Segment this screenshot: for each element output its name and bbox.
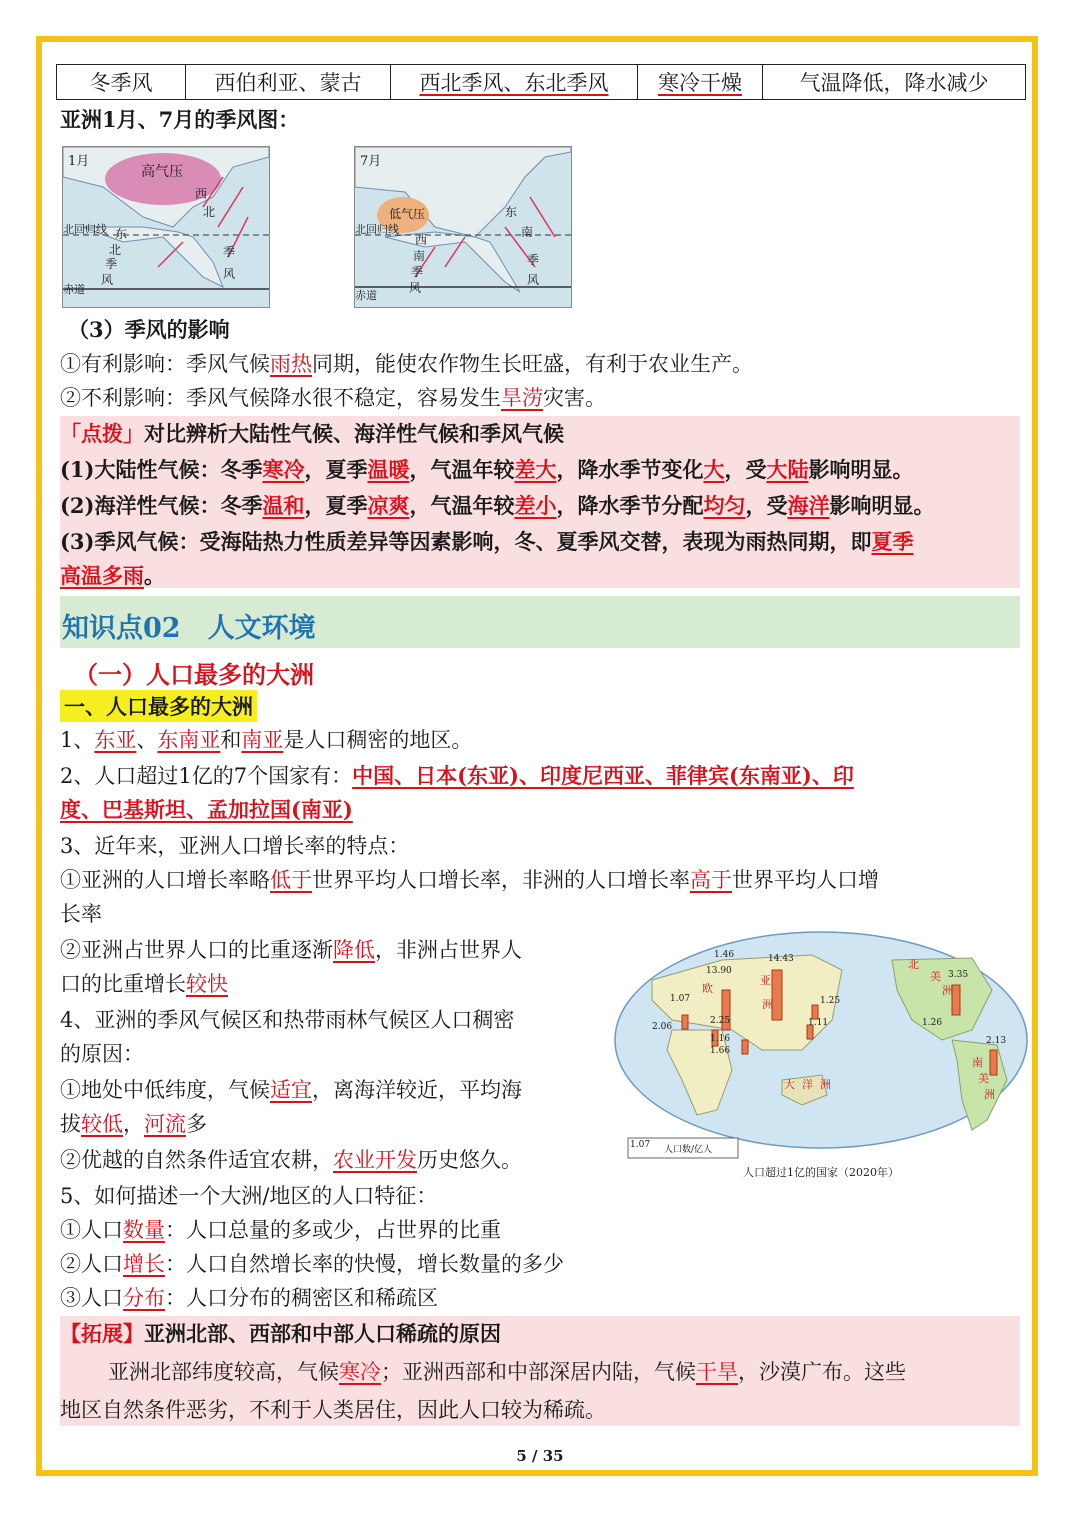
expand-tag: 【拓展】 <box>60 1321 144 1346</box>
keyword: 温和 <box>262 493 305 518</box>
point-3-1-cont: 长率 <box>60 902 102 926</box>
keyword: 降低 <box>333 938 375 962</box>
table-row <box>57 65 1026 100</box>
tip-heading <box>60 420 564 448</box>
text: ，夏季 <box>304 457 368 482</box>
text: 多 <box>186 1112 207 1136</box>
text: ，夏季 <box>304 493 368 518</box>
map-caption: 人口超过1亿的国家（2020年） <box>743 1166 899 1179</box>
map-value: 2.13 <box>986 1036 1007 1046</box>
wind-char: 南 <box>413 249 426 263</box>
point-4-1-cont <box>60 1110 207 1138</box>
keyword: 差小 <box>514 493 557 518</box>
text: ②人口 <box>60 1252 123 1276</box>
map-label: 洋 <box>802 1078 813 1091</box>
text: ，降水季节分配 <box>556 493 704 518</box>
keyword: 高于 <box>690 868 732 892</box>
map-value: 1.07 <box>670 994 691 1004</box>
expand-title: 亚洲北部、西部和中部人口稀疏的原因 <box>144 1321 501 1346</box>
map-label: 大 <box>784 1078 795 1091</box>
text: ②亚洲占世界人口的比重逐渐 <box>60 938 333 962</box>
point-4-1 <box>60 1076 522 1104</box>
keyword: 温暖 <box>367 457 410 482</box>
text: 2、人口超过1亿的7个国家有： <box>60 764 353 788</box>
tropic-label: 北回归线 <box>355 223 399 236</box>
map-july <box>354 146 572 308</box>
map-value: 1.16 <box>710 1034 731 1044</box>
wind-char: 南 <box>521 225 534 239</box>
map-january <box>62 146 270 308</box>
text: 影响明显。 <box>829 493 935 518</box>
point-4-2 <box>60 1146 522 1174</box>
keyword: 大 <box>703 457 725 482</box>
wind-char: 西 <box>415 233 428 247</box>
text: 历史悠久。 <box>417 1148 522 1172</box>
point-3-2-cont <box>60 970 228 998</box>
text: 、 <box>136 728 158 752</box>
text: 世界平均人口增长率，非洲的人口增长率 <box>312 868 690 892</box>
equator-label: 赤道 <box>355 289 377 302</box>
keyword: 干旱 <box>696 1360 738 1384</box>
map-label: 洲 <box>984 1088 995 1101</box>
map-label: 美 <box>978 1072 989 1085</box>
point-2-cont <box>60 796 353 824</box>
keyword: 均匀 <box>703 493 746 518</box>
map-label: 洲 <box>762 998 773 1011</box>
wind-char: 季 <box>527 253 540 267</box>
point-4-cont: 的原因： <box>60 1042 144 1066</box>
wind-char: 风 <box>223 267 236 281</box>
wind-char: 北 <box>203 205 216 219</box>
text: ，受 <box>745 493 788 518</box>
map-value: 14.43 <box>768 954 794 964</box>
wind-char: 西 <box>195 187 208 201</box>
map-label: 南 <box>972 1056 983 1069</box>
keyword: 高温多雨 <box>60 563 144 588</box>
map-value: 2.25 <box>710 1016 731 1026</box>
impact-bad <box>60 384 606 412</box>
table-cell-text: 西北季风、东北季风 <box>419 71 609 95</box>
text: ，气温年较 <box>409 457 515 482</box>
keyword: 雨热 <box>270 352 312 376</box>
text: ②优越的自然条件适宜农耕， <box>60 1148 333 1172</box>
keyword: 南亚 <box>241 728 284 752</box>
text: 亚洲北部纬度较高，气候 <box>108 1360 339 1384</box>
monsoon-map-caption: 亚洲1月、7月的季风图： <box>60 107 300 132</box>
keyword: 分布 <box>123 1286 165 1310</box>
keyword: 适宜 <box>270 1078 312 1102</box>
text: (1)大陆性气候：冬季 <box>60 457 263 482</box>
world-population-map <box>612 930 1030 1180</box>
text: ，气温年较 <box>409 493 515 518</box>
impact-good <box>60 350 753 378</box>
expand-line-2: 地区自然条件恶劣，不利于人类居住，因此人口较为稀疏。 <box>60 1398 606 1422</box>
point-5-3 <box>60 1284 438 1312</box>
point-3-2 <box>60 936 522 964</box>
impact-heading: （3）季风的影响 <box>68 317 230 342</box>
text: ①有利影响：季风气候 <box>60 352 270 376</box>
text: ；亚洲西部和中部深居内陆，气候 <box>381 1360 696 1384</box>
wind-char: 风 <box>409 281 422 295</box>
text: ，非洲占世界人 <box>375 938 522 962</box>
table-cell <box>638 65 763 100</box>
tip-line-3 <box>60 528 913 556</box>
wind-char: 风 <box>527 273 540 287</box>
wind-char: 东 <box>505 205 518 219</box>
map-month-label: 7月 <box>360 154 382 169</box>
text: 和 <box>220 728 242 752</box>
keyword: 寒冷 <box>339 1360 381 1384</box>
map-label: 洲 <box>942 984 953 997</box>
text: ：人口总量的多或少，占世界的比重 <box>165 1218 501 1242</box>
tip-line-2 <box>60 492 934 520</box>
tip-line-4 <box>60 562 165 590</box>
point-5-1 <box>60 1216 501 1244</box>
text: ①地处中低纬度，气候 <box>60 1078 270 1102</box>
text: 世界平均人口增 <box>732 868 879 892</box>
keyword: 数量 <box>123 1218 165 1242</box>
point-3-1 <box>60 866 879 894</box>
wind-char: 东 <box>115 227 128 241</box>
map-value: 1.25 <box>820 996 841 1006</box>
text: 拔 <box>60 1112 81 1136</box>
table-cell: 西伯利亚、蒙古 <box>186 65 391 100</box>
table-cell <box>391 65 638 100</box>
table-cell: 冬季风 <box>57 65 186 100</box>
expand-line-1 <box>108 1358 906 1386</box>
text: 同期，能使农作物生长旺盛，有利于农业生产。 <box>312 352 753 376</box>
equator-label: 赤道 <box>63 283 85 296</box>
text: (2)海洋性气候：冬季 <box>60 493 263 518</box>
text: ，沙漠广布。这些 <box>738 1360 906 1384</box>
page-number: 5 / 35 <box>516 1447 564 1465</box>
wind-char: 季 <box>105 257 118 271</box>
keyword: 河流 <box>144 1112 186 1136</box>
keyword: 旱涝 <box>501 386 543 410</box>
table-cell: 气温降低，降水减少 <box>763 65 1026 100</box>
text: 口的比重增长 <box>60 972 186 996</box>
knowledge-point-title: 知识点02 人文环境 <box>62 613 316 644</box>
tip-line-1 <box>60 456 913 484</box>
text: (3)季风气候：受海陆热力性质差异等因素影响，冬、夏季风交替，表现为雨热同期，即 <box>60 529 872 554</box>
keyword: 差大 <box>514 457 557 482</box>
text: 1、 <box>60 728 95 752</box>
keyword: 中国、日本(东亚)、印度尼西亚、菲律宾(东南亚)、印 <box>352 763 854 788</box>
wind-char: 北 <box>109 243 122 257</box>
pressure-label: 高气压 <box>141 164 183 180</box>
text: ：人口自然增长率的快慢，增长数量的多少 <box>165 1252 564 1276</box>
keyword: 农业开发 <box>333 1148 417 1172</box>
map-label: 北 <box>908 958 919 971</box>
text: 。 <box>144 563 165 588</box>
world-map-graphic <box>612 930 1030 1162</box>
keyword: 凉爽 <box>367 493 410 518</box>
map-label: 美 <box>930 970 941 983</box>
point-1 <box>60 726 472 754</box>
text: ，降水季节变化 <box>556 457 704 482</box>
section-heading: （一）人口最多的大洲 <box>74 660 314 689</box>
text: ①人口 <box>60 1218 123 1242</box>
keyword: 东亚 <box>94 728 137 752</box>
wind-char: 季 <box>411 265 424 279</box>
point-4: 4、亚洲的季风气候区和热带雨林气候区人口稠密 <box>60 1008 515 1032</box>
point-3: 3、近年来，亚洲人口增长率的特点： <box>60 834 410 858</box>
map-label: 亚 <box>760 974 771 987</box>
legend-label: 人口数/亿人 <box>664 1145 713 1155</box>
map-value: 1.66 <box>710 1046 731 1056</box>
map-label: 欧 <box>702 982 713 995</box>
keyword: 夏季 <box>871 529 914 554</box>
map-value: 3.35 <box>948 970 969 980</box>
map-value: 1.26 <box>922 1018 943 1028</box>
map-label: 洲 <box>820 1078 831 1091</box>
tip-tag: 「点拨」 <box>60 421 144 446</box>
pressure-label: 低气压 <box>389 207 426 221</box>
tip-title: 对比辨析大陆性气候、海洋性气候和季风气候 <box>144 421 564 446</box>
point-5: 5、如何描述一个大洲/地区的人口特征： <box>60 1184 438 1208</box>
map-value: 1.11 <box>808 1018 829 1028</box>
point-5-2 <box>60 1250 564 1278</box>
keyword: 寒冷 <box>262 457 305 482</box>
tropic-label: 北回归线 <box>63 223 107 236</box>
legend-value: 1.07 <box>630 1140 651 1150</box>
text: ②不利影响：季风气候降水很不稳定，容易发生 <box>60 386 501 410</box>
text: 灾害。 <box>543 386 606 410</box>
keyword: 低于 <box>270 868 312 892</box>
wind-char: 风 <box>101 273 114 287</box>
map-value: 13.90 <box>706 966 732 976</box>
text: 是人口稠密的地区。 <box>283 728 473 752</box>
keyword: 较快 <box>186 972 228 996</box>
monsoon-table <box>56 64 1026 100</box>
keyword: 东南亚 <box>157 728 221 752</box>
expand-heading <box>60 1320 501 1348</box>
wind-char: 季 <box>223 245 236 259</box>
map-value: 1.46 <box>714 950 735 960</box>
text: 影响明显。 <box>808 457 914 482</box>
text: ，受 <box>724 457 767 482</box>
map-month-label: 1月 <box>68 154 90 169</box>
text: ①亚洲的人口增长率略 <box>60 868 270 892</box>
keyword: 较低 <box>81 1112 123 1136</box>
sub-heading: 一、人口最多的大洲 <box>60 690 257 722</box>
keyword: 大陆 <box>766 457 809 482</box>
keyword: 度、巴基斯坦、孟加拉国(南亚) <box>60 797 353 822</box>
map-value: 2.06 <box>652 1022 673 1032</box>
keyword: 海洋 <box>787 493 830 518</box>
point-2 <box>60 762 854 790</box>
text: ， <box>123 1112 144 1136</box>
text: ，离海洋较近，平均海 <box>312 1078 522 1102</box>
keyword: 增长 <box>123 1252 165 1276</box>
table-cell-text: 寒冷干燥 <box>658 71 742 95</box>
text: ③人口 <box>60 1286 123 1310</box>
text: ：人口分布的稠密区和稀疏区 <box>165 1286 438 1310</box>
